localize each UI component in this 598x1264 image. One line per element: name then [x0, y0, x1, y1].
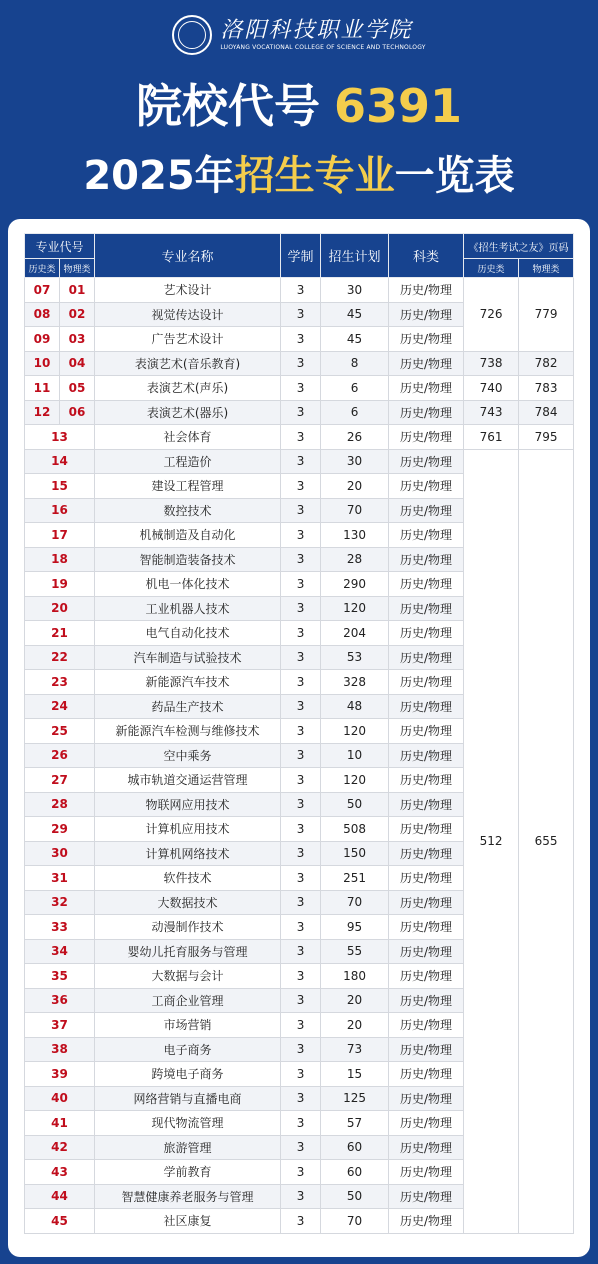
table-row: [25, 449, 574, 474]
major-code: 43: [25, 1160, 95, 1185]
table-row: [25, 278, 574, 303]
subject: 历史/物理: [389, 302, 464, 327]
duration: 3: [281, 1037, 321, 1062]
duration: 3: [281, 1086, 321, 1111]
plan-count: 508: [321, 817, 389, 842]
major-name: 计算机应用技术: [95, 817, 281, 842]
header-book-history: 历史类: [464, 259, 519, 278]
plan-count: 10: [321, 743, 389, 768]
subject: 历史/物理: [389, 1086, 464, 1111]
page-subtitle: [0, 148, 598, 204]
major-name: 药品生产技术: [95, 694, 281, 719]
major-name: 城市轨道交通运营管理: [95, 768, 281, 793]
page-history: 740: [464, 376, 519, 401]
plan-count: 70: [321, 498, 389, 523]
header-book-pages: 《招生考试之友》页码: [464, 234, 574, 259]
history-code: 08: [25, 302, 60, 327]
duration: 3: [281, 939, 321, 964]
history-code: 10: [25, 351, 60, 376]
duration: 3: [281, 670, 321, 695]
duration: 3: [281, 302, 321, 327]
plan-count: 290: [321, 572, 389, 597]
subject: 历史/物理: [389, 278, 464, 303]
duration: 3: [281, 890, 321, 915]
major-name: 计算机网络技术: [95, 841, 281, 866]
plan-count: 45: [321, 327, 389, 352]
plan-count: 15: [321, 1062, 389, 1087]
plan-count: 73: [321, 1037, 389, 1062]
plan-count: 204: [321, 621, 389, 646]
major-name: 工商企业管理: [95, 988, 281, 1013]
history-code: 09: [25, 327, 60, 352]
plan-count: 328: [321, 670, 389, 695]
history-code: 11: [25, 376, 60, 401]
major-name: 数控技术: [95, 498, 281, 523]
header-major-code: 专业代号: [25, 234, 95, 259]
subject: 历史/物理: [389, 939, 464, 964]
plan-count: 6: [321, 400, 389, 425]
plan-count: 57: [321, 1111, 389, 1136]
page-history: 743: [464, 400, 519, 425]
plan-count: 60: [321, 1160, 389, 1185]
major-name: 表演艺术(音乐教育): [95, 351, 281, 376]
school-logo: [0, 12, 598, 58]
school-code: 6391: [333, 79, 463, 133]
duration: 3: [281, 572, 321, 597]
plan-count: 50: [321, 1184, 389, 1209]
plan-count: 28: [321, 547, 389, 572]
subject: 历史/物理: [389, 719, 464, 744]
duration: 3: [281, 1160, 321, 1185]
major-name: 学前教育: [95, 1160, 281, 1185]
plan-count: 130: [321, 523, 389, 548]
plan-count: 6: [321, 376, 389, 401]
duration: 3: [281, 768, 321, 793]
subject: 历史/物理: [389, 376, 464, 401]
duration: 3: [281, 278, 321, 303]
header-code-physics: 物理类: [60, 259, 95, 278]
header-book-physics: 物理类: [519, 259, 574, 278]
plan-count: 20: [321, 474, 389, 499]
plan-count: 180: [321, 964, 389, 989]
subject: 历史/物理: [389, 841, 464, 866]
major-code: 42: [25, 1135, 95, 1160]
subject: 历史/物理: [389, 792, 464, 817]
major-name: 大数据与会计: [95, 964, 281, 989]
subject: 历史/物理: [389, 449, 464, 474]
major-code: 34: [25, 939, 95, 964]
duration: 3: [281, 523, 321, 548]
physics-code: 04: [60, 351, 95, 376]
plan-count: 251: [321, 866, 389, 891]
page-title: [0, 76, 598, 136]
major-code: 27: [25, 768, 95, 793]
major-name: 社区康复: [95, 1209, 281, 1234]
duration: 3: [281, 817, 321, 842]
header: [0, 0, 598, 224]
major-name: 物联网应用技术: [95, 792, 281, 817]
duration: 3: [281, 743, 321, 768]
subject: 历史/物理: [389, 915, 464, 940]
major-code: 33: [25, 915, 95, 940]
duration: 3: [281, 1013, 321, 1038]
history-code: 12: [25, 400, 60, 425]
page-physics: 784: [519, 400, 574, 425]
subject: 历史/物理: [389, 1013, 464, 1038]
header-subject: 科类: [389, 234, 464, 278]
table-row: [25, 351, 574, 376]
duration: 3: [281, 841, 321, 866]
major-code: 35: [25, 964, 95, 989]
subject: 历史/物理: [389, 890, 464, 915]
subject: 历史/物理: [389, 866, 464, 891]
page-physics: 795: [519, 425, 574, 450]
duration: 3: [281, 449, 321, 474]
major-code: 29: [25, 817, 95, 842]
duration: 3: [281, 1111, 321, 1136]
school-name-en: LUOYANG VOCATIONAL COLLEGE OF SCIENCE AND TECHNOLOGY: [220, 44, 426, 51]
subtitle-year: 2025年: [83, 153, 235, 199]
plan-count: 95: [321, 915, 389, 940]
major-code: 14: [25, 449, 95, 474]
major-name: 机械制造及自动化: [95, 523, 281, 548]
major-code: 20: [25, 596, 95, 621]
subject: 历史/物理: [389, 817, 464, 842]
major-code: 37: [25, 1013, 95, 1038]
subject: 历史/物理: [389, 327, 464, 352]
physics-code: 02: [60, 302, 95, 327]
major-code: 18: [25, 547, 95, 572]
duration: 3: [281, 400, 321, 425]
major-code: 39: [25, 1062, 95, 1087]
major-name: 工程造价: [95, 449, 281, 474]
major-code: 24: [25, 694, 95, 719]
major-code: 44: [25, 1184, 95, 1209]
major-name: 电子商务: [95, 1037, 281, 1062]
major-name: 大数据技术: [95, 890, 281, 915]
subject: 历史/物理: [389, 743, 464, 768]
subject: 历史/物理: [389, 645, 464, 670]
plan-count: 120: [321, 596, 389, 621]
major-name: 广告艺术设计: [95, 327, 281, 352]
major-code: 23: [25, 670, 95, 695]
page-physics: 782: [519, 351, 574, 376]
subject: 历史/物理: [389, 1184, 464, 1209]
duration: 3: [281, 425, 321, 450]
plan-count: 70: [321, 890, 389, 915]
major-name: 工业机器人技术: [95, 596, 281, 621]
plan-count: 30: [321, 278, 389, 303]
page-physics: 783: [519, 376, 574, 401]
enrollment-table: [24, 233, 574, 1234]
plan-count: 150: [321, 841, 389, 866]
subject: 历史/物理: [389, 694, 464, 719]
major-code: 45: [25, 1209, 95, 1234]
plan-count: 20: [321, 988, 389, 1013]
major-name: 艺术设计: [95, 278, 281, 303]
major-code: 19: [25, 572, 95, 597]
major-name: 新能源汽车技术: [95, 670, 281, 695]
duration: 3: [281, 596, 321, 621]
header-major-name: 专业名称: [95, 234, 281, 278]
duration: 3: [281, 351, 321, 376]
subject: 历史/物理: [389, 621, 464, 646]
major-name: 视觉传达设计: [95, 302, 281, 327]
major-code: 28: [25, 792, 95, 817]
school-name-cn: 洛阳科技职业学院: [220, 18, 413, 43]
duration: 3: [281, 964, 321, 989]
plan-count: 50: [321, 792, 389, 817]
major-name: 机电一体化技术: [95, 572, 281, 597]
major-code: 30: [25, 841, 95, 866]
page-physics: 655: [519, 449, 574, 1233]
table-row: [25, 400, 574, 425]
major-code: 17: [25, 523, 95, 548]
major-code: 31: [25, 866, 95, 891]
major-name: 电气自动化技术: [95, 621, 281, 646]
duration: 3: [281, 1209, 321, 1234]
major-code: 26: [25, 743, 95, 768]
major-code: 16: [25, 498, 95, 523]
major-name: 旅游管理: [95, 1135, 281, 1160]
major-code: 41: [25, 1111, 95, 1136]
plan-count: 26: [321, 425, 389, 450]
subject: 历史/物理: [389, 964, 464, 989]
page-history: 726: [464, 278, 519, 352]
subject: 历史/物理: [389, 1111, 464, 1136]
page-history: 512: [464, 449, 519, 1233]
subject: 历史/物理: [389, 1135, 464, 1160]
duration: 3: [281, 792, 321, 817]
plan-count: 30: [321, 449, 389, 474]
major-name: 建设工程管理: [95, 474, 281, 499]
plan-count: 120: [321, 719, 389, 744]
major-name: 软件技术: [95, 866, 281, 891]
page-physics: 779: [519, 278, 574, 352]
plan-count: 70: [321, 1209, 389, 1234]
major-code: 15: [25, 474, 95, 499]
duration: 3: [281, 498, 321, 523]
subject: 历史/物理: [389, 988, 464, 1013]
major-code: 22: [25, 645, 95, 670]
physics-code: 01: [60, 278, 95, 303]
page-history: 761: [464, 425, 519, 450]
subject: 历史/物理: [389, 425, 464, 450]
history-code: 07: [25, 278, 60, 303]
major-code: 36: [25, 988, 95, 1013]
major-name: 表演艺术(器乐): [95, 400, 281, 425]
major-code: 25: [25, 719, 95, 744]
duration: 3: [281, 547, 321, 572]
table-card: [8, 219, 590, 1257]
page-history: 738: [464, 351, 519, 376]
title-prefix: 院校代号: [135, 79, 320, 133]
subject: 历史/物理: [389, 351, 464, 376]
duration: 3: [281, 474, 321, 499]
subject: 历史/物理: [389, 1209, 464, 1234]
duration: 3: [281, 719, 321, 744]
duration: 3: [281, 645, 321, 670]
major-name: 社会体育: [95, 425, 281, 450]
physics-code: 06: [60, 400, 95, 425]
subject: 历史/物理: [389, 498, 464, 523]
duration: 3: [281, 694, 321, 719]
major-name: 市场营销: [95, 1013, 281, 1038]
major-name: 动漫制作技术: [95, 915, 281, 940]
major-name: 空中乘务: [95, 743, 281, 768]
plan-count: 55: [321, 939, 389, 964]
duration: 3: [281, 327, 321, 352]
duration: 3: [281, 988, 321, 1013]
plan-count: 8: [321, 351, 389, 376]
duration: 3: [281, 376, 321, 401]
major-code: 21: [25, 621, 95, 646]
school-seal-icon: [172, 15, 212, 55]
subtitle-highlight: 招生专业: [234, 153, 395, 199]
major-name: 智慧健康养老服务与管理: [95, 1184, 281, 1209]
plan-count: 53: [321, 645, 389, 670]
header-plan: 招生计划: [321, 234, 389, 278]
physics-code: 03: [60, 327, 95, 352]
physics-code: 05: [60, 376, 95, 401]
plan-count: 60: [321, 1135, 389, 1160]
major-name: 智能制造装备技术: [95, 547, 281, 572]
major-code: 38: [25, 1037, 95, 1062]
duration: 3: [281, 621, 321, 646]
major-name: 表演艺术(声乐): [95, 376, 281, 401]
subject: 历史/物理: [389, 474, 464, 499]
duration: 3: [281, 866, 321, 891]
subject: 历史/物理: [389, 670, 464, 695]
duration: 3: [281, 1184, 321, 1209]
subject: 历史/物理: [389, 572, 464, 597]
header-duration: 学制: [281, 234, 321, 278]
plan-count: 20: [321, 1013, 389, 1038]
duration: 3: [281, 1062, 321, 1087]
major-name: 现代物流管理: [95, 1111, 281, 1136]
subject: 历史/物理: [389, 523, 464, 548]
plan-count: 120: [321, 768, 389, 793]
major-name: 新能源汽车检测与维修技术: [95, 719, 281, 744]
major-name: 汽车制造与试验技术: [95, 645, 281, 670]
table-row: [25, 425, 574, 450]
table-row: [25, 376, 574, 401]
duration: 3: [281, 1135, 321, 1160]
table-body: [25, 278, 574, 1234]
plan-count: 125: [321, 1086, 389, 1111]
major-code: 40: [25, 1086, 95, 1111]
duration: 3: [281, 915, 321, 940]
subject: 历史/物理: [389, 768, 464, 793]
subject: 历史/物理: [389, 400, 464, 425]
subject: 历史/物理: [389, 596, 464, 621]
plan-count: 45: [321, 302, 389, 327]
major-name: 婴幼儿托育服务与管理: [95, 939, 281, 964]
header-code-history: 历史类: [25, 259, 60, 278]
subject: 历史/物理: [389, 547, 464, 572]
major-name: 网络营销与直播电商: [95, 1086, 281, 1111]
subject: 历史/物理: [389, 1160, 464, 1185]
plan-count: 48: [321, 694, 389, 719]
subtitle-rest: 一览表: [394, 153, 515, 199]
major-code: 32: [25, 890, 95, 915]
major-name: 跨境电子商务: [95, 1062, 281, 1087]
major-code: 13: [25, 425, 95, 450]
subject: 历史/物理: [389, 1062, 464, 1087]
subject: 历史/物理: [389, 1037, 464, 1062]
